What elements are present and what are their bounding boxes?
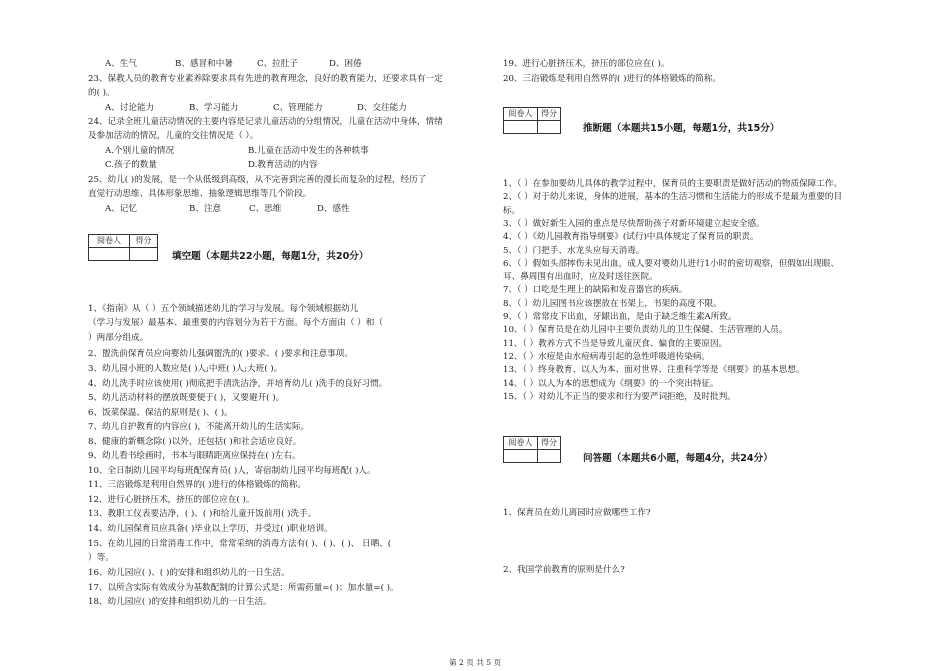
q25-text-cont: 直觉行动思维、具体形象思维、抽象逻辑思维等几个阶段。 (88, 189, 312, 199)
q20-text: 20、三浴锻炼是利用自然界的( )进行的体格锻炼的简称。 (503, 74, 722, 84)
score-box-judge (503, 107, 561, 134)
fill-question-line: 14、幼儿园保育员应具备( )毕业以上学历，并受过( )职业培训。 (88, 524, 333, 534)
fill-question-line: （学习与发展）最基本、最重要的内容划分为若干方面。每个方面由（ ）和（ (88, 318, 383, 328)
q22-option-c: C、拉肚子 (257, 59, 298, 69)
fill-question-line: 12、进行心脏挤压术，挤压的部位应在( )。 (88, 495, 255, 505)
q22-options (105, 58, 362, 70)
q23-options (105, 102, 407, 114)
q23-option-b: B、学习能力 (189, 103, 239, 113)
fill-question-line: 9、幼儿看书绘画时，书本与眼睛距离应保持在( )左右。 (88, 451, 301, 461)
judge-question-line: 1、（ ）在参加要幼儿具体的教学过程中，保育员的主要职责是做好活动的物质保障工作。 (503, 179, 843, 189)
qa-section-title: 问答题（本题共6小题，每题4分，共24分） (583, 453, 773, 464)
q24-option-a: A.个别儿童的情况 (105, 146, 175, 156)
q25-text: 25、幼儿( )的发展，是一个从低级到高级，从不完善到完善的漫长而复杂的过程，经历了 (88, 175, 427, 185)
fill-question-line: 7、幼儿自护教育的内容应( )，不能离开幼儿的生活实际。 (88, 422, 310, 432)
judge-question-line: 耳、鼻周围有出血时，应及时送往医院。 (503, 272, 658, 282)
q23-option-a: A、讨论能力 (105, 103, 155, 113)
fill-question-line: 18、幼儿园应( )的安排和组织幼儿的一日生活。 (88, 597, 272, 607)
judge-question-line: 9、（ ）常常皮下出血，牙龈出血，是由于缺乏维生素A所致。 (503, 312, 737, 322)
score-header-score: 得分 (537, 437, 560, 450)
q25-option-b: B、注意 (189, 204, 222, 214)
fill-question-line: 4、幼儿洗手时应该使用( )彻底把手清洗洁净，并培育幼儿( )洗手的良好习惯。 (88, 379, 388, 389)
judge-question-line: 8、（ ）幼儿园图书应该摆放在书架上，书架的高度不限。 (503, 299, 722, 309)
score-header-grader: 阅卷人 (504, 437, 538, 450)
fill-question-line: 1、《指南》从（ ）五个领域描述幼儿的学习与发展。每个领域根据幼儿 (88, 304, 359, 314)
fill-section-title: 填空题（本题共22小题，每题1分，共20分） (172, 251, 369, 262)
score-cell-grader (504, 121, 538, 134)
judge-question-line: 5、（ ）门把手、水龙头应每天消毒。 (503, 246, 645, 256)
judge-question-line: 12、（ ）水痘是由水痘病毒引起的急性呼吸道传染病。 (503, 352, 711, 362)
fill-question-line: 17、以所含实际有效成分为基数配制的计算公式是：所需药量=( )；加水量=( )。 (88, 583, 399, 593)
score-cell-score (130, 248, 158, 261)
fill-question-line: 8、健康的新概念除( )以外，还包括( )和社会适应良好。 (88, 437, 302, 447)
q22-option-b: B、感冒和中暑 (175, 59, 233, 69)
q23-option-d: D、交往能力 (357, 103, 407, 113)
fill-question-line: 10、全日制幼儿园平均每班配保育员( )人，寄宿制幼儿园平均每班配( )人。 (88, 466, 376, 476)
judge-question-line: 13、（ ）终身教育、以人为本、面对世界、注重科学等是《纲要》的基本思想。 (503, 365, 805, 375)
judge-question-line: 15、（ ）对幼儿不正当的要求和行为要严词拒绝，及时批判。 (503, 392, 736, 402)
judge-question-line: 标。 (503, 206, 521, 216)
q24-option-d: D.教育活动的内容 (248, 160, 318, 170)
q24-option-b: B.儿童在活动中发生的各种轶事 (248, 146, 369, 156)
q19-text: 19、进行心脏挤压术，挤压的部位应在( )。 (503, 59, 670, 69)
fill-question-line: 2、盥洗前保育员应向婴幼儿强调盥洗的( )要求、( )要求和注意事项。 (88, 349, 353, 359)
q23-text-cont: 的( )。 (88, 88, 115, 98)
fill-question-line: 15、在幼儿园的日常消毒工作中，常常采纳的消毒方法有( )、( )、( )、 日晒、( (88, 539, 392, 549)
score-header-grader: 阅卷人 (89, 235, 130, 248)
q23-text: 23、保教人员的教育专业素养除要求具有先进的教育理念，良好的教育能力，还要求具有一定 (88, 74, 443, 84)
fill-question-line: 6、饭菜保温、保洁的原则是( )、( )。 (88, 408, 233, 418)
q22-option-a: A、生气 (105, 59, 137, 69)
qa-question-1: 1、保育员在幼儿离园时应做哪些工作? (503, 508, 651, 518)
fill-question-line: 3、幼儿园小班的人数应是( )人;中班( )人;大班( )。 (88, 364, 283, 374)
score-header-score: 得分 (130, 235, 158, 248)
score-box-qa (503, 436, 561, 463)
q23-option-c: C、管理能力 (273, 103, 323, 113)
fill-question-line: ）两部分组成。 (88, 333, 149, 343)
score-cell-score (537, 121, 560, 134)
qa-question-2: 2、我国学前教育的原则是什么? (503, 565, 625, 575)
judge-question-line: 10、（ ）保育员是在幼儿园中主要负责幼儿的卫生保健、生活管理的人员。 (503, 325, 788, 335)
score-cell-grader (504, 450, 538, 463)
fill-question-line: 11、三浴锻炼是利用自然界的( )进行的体格锻炼的简称。 (88, 480, 307, 490)
fill-question-line: 5、幼儿活动材料的摆放既要便于( )，又要避开( )。 (88, 393, 285, 403)
score-header-grader: 阅卷人 (504, 108, 538, 121)
score-cell-score (537, 450, 560, 463)
q25-option-a: A、记忆 (105, 204, 137, 214)
judge-section-title: 推断题（本题共15小题，每题1分，共15分） (583, 123, 780, 134)
judge-question-line: 7、（ ）口吃是生理上的缺陷和发音器官的疾病。 (503, 285, 688, 295)
judge-question-line: 4、（ ）《幼儿园教育指导纲要》(试行)中具体规定了保育员的职责。 (503, 232, 759, 242)
judge-question-line: 3、（ ）做好新生入园的重点是尽快帮助孩子对新环境建立起安全感。 (503, 219, 765, 229)
page-footer: 第 2 页 共 5 页 (448, 658, 502, 667)
q25-option-c: C、思维 (249, 204, 282, 214)
fill-question-line: 13、教职工仪表要洁净，( )、( )和给儿童开饭前用( )洗手。 (88, 509, 317, 519)
q25-options (105, 203, 350, 215)
fill-question-line: ）等。 (88, 553, 114, 563)
q24-text: 24、记录全班儿童活动情况的主要内容是记录儿童活动的分组情况，儿童在活动中身体，情绪 (88, 117, 443, 127)
q25-option-d: D、感性 (317, 204, 350, 214)
q24-text-cont: 及参加活动的情况，儿童的交往情况是（ ）。 (88, 131, 259, 141)
judge-question-line: 14、（ ）以人为本的思想成为《纲要》的一个突出特征。 (503, 379, 719, 389)
q22-option-d: D、困倦 (329, 59, 362, 69)
judge-question-line: 6、（ ）假如头部摔伤未见出血，成人要对婴幼儿进行1小时的密切观察，但假如出现眼、 (503, 259, 839, 269)
judge-question-line: 2、（ ）对于幼儿来说，身体的进展，基本的生活习惯和生活能力的形成不是最为重要的目 (503, 192, 843, 202)
score-box-fill (88, 234, 158, 261)
q24-option-c: C.孩子的数量 (105, 160, 157, 170)
score-cell-grader (89, 248, 130, 261)
score-header-score: 得分 (537, 108, 560, 121)
fill-question-line: 16、幼儿园应( )、( )的安排和组织幼儿的一日生活。 (88, 568, 290, 578)
judge-question-line: 11、（ ）教养方式不当是导致儿童厌食、偏食的主要原因。 (503, 339, 728, 349)
